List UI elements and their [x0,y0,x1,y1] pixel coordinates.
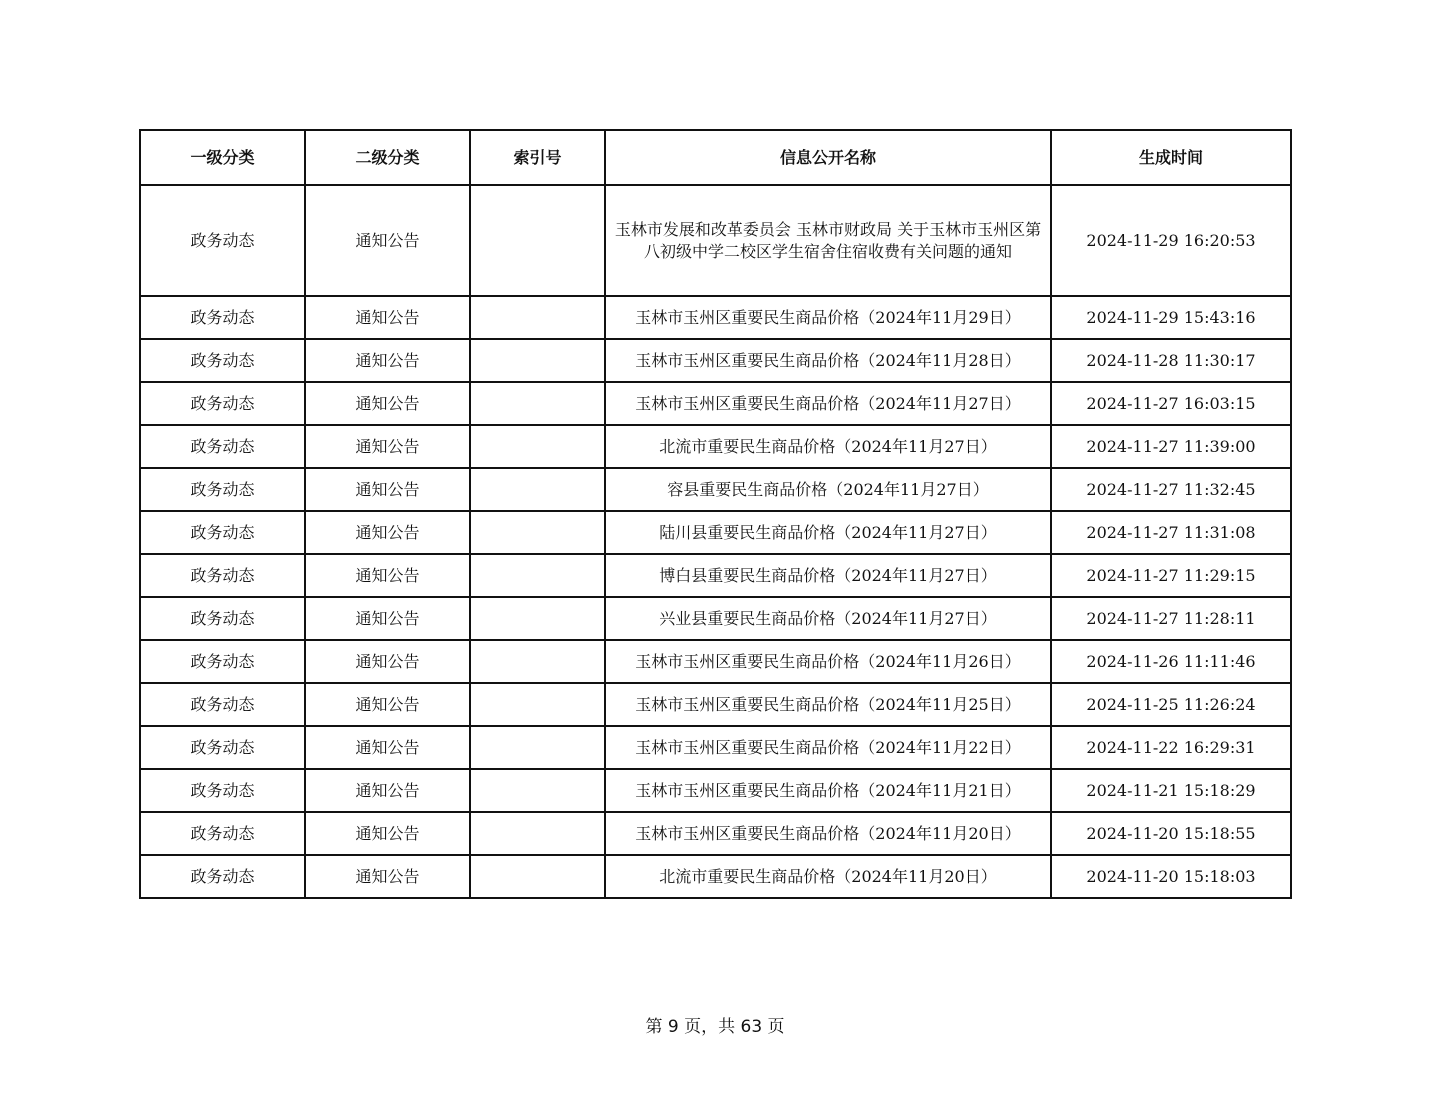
cell-disclosure-name: 北流市重要民生商品价格（2024年11月20日） [605,855,1051,898]
cell-index-number [470,296,605,339]
cell-category-1: 政务动态 [140,597,305,640]
current-page-number: 9 [667,1017,679,1037]
cell-category-1: 政务动态 [140,468,305,511]
cell-index-number [470,185,605,296]
cell-index-number [470,339,605,382]
cell-generated-time: 2024-11-25 11:26:24 [1051,683,1291,726]
cell-generated-time: 2024-11-20 15:18:03 [1051,855,1291,898]
cell-disclosure-name: 玉林市玉州区重要民生商品价格（2024年11月27日） [605,382,1051,425]
header-index-number: 索引号 [470,130,605,185]
cell-category-1: 政务动态 [140,812,305,855]
cell-category-1: 政务动态 [140,425,305,468]
table-row [140,554,1291,597]
cell-generated-time: 2024-11-27 16:03:15 [1051,382,1291,425]
cell-index-number [470,425,605,468]
cell-generated-time: 2024-11-26 11:11:46 [1051,640,1291,683]
table-row [140,296,1291,339]
cell-category-2: 通知公告 [305,597,470,640]
cell-category-2: 通知公告 [305,683,470,726]
cell-category-2: 通知公告 [305,511,470,554]
cell-category-1: 政务动态 [140,640,305,683]
cell-generated-time: 2024-11-27 11:32:45 [1051,468,1291,511]
cell-disclosure-name: 陆川县重要民生商品价格（2024年11月27日） [605,511,1051,554]
cell-category-1: 政务动态 [140,855,305,898]
cell-category-2: 通知公告 [305,425,470,468]
cell-disclosure-name: 玉林市玉州区重要民生商品价格（2024年11月22日） [605,726,1051,769]
cell-category-1: 政务动态 [140,382,305,425]
cell-index-number [470,597,605,640]
cell-generated-time: 2024-11-27 11:28:11 [1051,597,1291,640]
header-generated-time: 生成时间 [1051,130,1291,185]
cell-disclosure-name: 玉林市玉州区重要民生商品价格（2024年11月21日） [605,769,1051,812]
table-row [140,468,1291,511]
cell-index-number [470,769,605,812]
cell-index-number [470,855,605,898]
cell-category-2: 通知公告 [305,812,470,855]
header-category-2: 二级分类 [305,130,470,185]
table-row [140,640,1291,683]
table-row [140,726,1291,769]
table-row [140,185,1291,296]
table-row [140,339,1291,382]
cell-index-number [470,554,605,597]
cell-category-1: 政务动态 [140,511,305,554]
cell-index-number [470,511,605,554]
cell-category-2: 通知公告 [305,855,470,898]
cell-category-2: 通知公告 [305,296,470,339]
cell-generated-time: 2024-11-29 16:20:53 [1051,185,1291,296]
cell-category-1: 政务动态 [140,554,305,597]
table-header [140,130,1291,185]
cell-category-2: 通知公告 [305,382,470,425]
table-row [140,597,1291,640]
table-row [140,683,1291,726]
cell-disclosure-name: 兴业县重要民生商品价格（2024年11月27日） [605,597,1051,640]
table-row [140,812,1291,855]
page-footer-suffix: 页 [762,1017,785,1037]
cell-index-number [470,382,605,425]
table-row [140,511,1291,554]
info-disclosure-table [139,129,1292,899]
table-row [140,855,1291,898]
table-body [140,185,1291,898]
header-row [140,130,1291,185]
cell-category-1: 政务动态 [140,683,305,726]
table-row [140,382,1291,425]
cell-category-2: 通知公告 [305,185,470,296]
cell-index-number [470,468,605,511]
cell-generated-time: 2024-11-27 11:31:08 [1051,511,1291,554]
cell-category-1: 政务动态 [140,339,305,382]
cell-disclosure-name: 玉林市玉州区重要民生商品价格（2024年11月26日） [605,640,1051,683]
page-footer-prefix: 第 [645,1017,668,1037]
total-page-count: 63 [740,1017,763,1037]
cell-disclosure-name: 博白县重要民生商品价格（2024年11月27日） [605,554,1051,597]
cell-generated-time: 2024-11-27 11:29:15 [1051,554,1291,597]
cell-category-2: 通知公告 [305,769,470,812]
page-footer [0,1015,1430,1039]
cell-category-2: 通知公告 [305,640,470,683]
cell-disclosure-name: 玉林市玉州区重要民生商品价格（2024年11月29日） [605,296,1051,339]
cell-generated-time: 2024-11-22 16:29:31 [1051,726,1291,769]
cell-index-number [470,683,605,726]
header-category-1: 一级分类 [140,130,305,185]
cell-generated-time: 2024-11-21 15:18:29 [1051,769,1291,812]
cell-disclosure-name: 玉林市玉州区重要民生商品价格（2024年11月20日） [605,812,1051,855]
cell-index-number [470,726,605,769]
cell-disclosure-name: 玉林市玉州区重要民生商品价格（2024年11月25日） [605,683,1051,726]
cell-category-1: 政务动态 [140,769,305,812]
cell-disclosure-name: 玉林市发展和改革委员会 玉林市财政局 关于玉林市玉州区第八初级中学二校区学生宿舍住宿收费有关问题的通知 [605,185,1051,296]
cell-generated-time: 2024-11-29 15:43:16 [1051,296,1291,339]
cell-category-2: 通知公告 [305,726,470,769]
page-footer-middle: 页，共 [678,1017,741,1037]
cell-category-2: 通知公告 [305,554,470,597]
header-disclosure-name: 信息公开名称 [605,130,1051,185]
cell-category-2: 通知公告 [305,339,470,382]
cell-index-number [470,640,605,683]
cell-disclosure-name: 北流市重要民生商品价格（2024年11月27日） [605,425,1051,468]
table-row [140,425,1291,468]
cell-category-1: 政务动态 [140,185,305,296]
cell-category-2: 通知公告 [305,468,470,511]
table-row [140,769,1291,812]
cell-disclosure-name: 容县重要民生商品价格（2024年11月27日） [605,468,1051,511]
cell-generated-time: 2024-11-27 11:39:00 [1051,425,1291,468]
cell-generated-time: 2024-11-28 11:30:17 [1051,339,1291,382]
cell-category-1: 政务动态 [140,296,305,339]
cell-generated-time: 2024-11-20 15:18:55 [1051,812,1291,855]
cell-category-1: 政务动态 [140,726,305,769]
cell-disclosure-name: 玉林市玉州区重要民生商品价格（2024年11月28日） [605,339,1051,382]
cell-index-number [470,812,605,855]
